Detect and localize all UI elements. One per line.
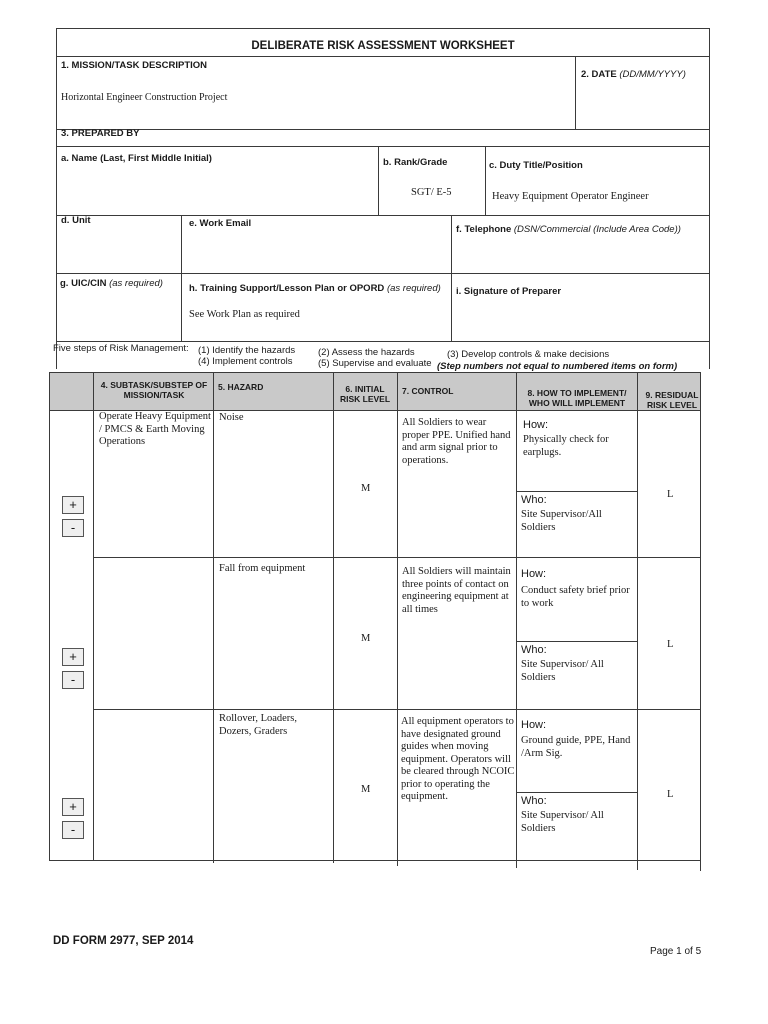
how-who-sep-3 [516, 792, 637, 793]
uic-label: g. UIC/CIN (as required) [60, 278, 163, 289]
col-header-control: 7. CONTROL [402, 386, 454, 396]
rule-under-unit [56, 273, 710, 274]
col-header-initial-risk: 6. INITIAL RISK LEVEL [339, 384, 391, 404]
form-border-left [56, 28, 57, 369]
row-1-how[interactable]: Physically check for earplugs. [523, 434, 609, 458]
name-label: a. Name (Last, First Middle Initial) [61, 153, 212, 164]
col-sep-6 [637, 372, 638, 870]
col-header-hazard: 5. HAZARD [218, 382, 264, 392]
step-4: (4) Implement controls [198, 356, 293, 367]
row-2-who-label: Who: [521, 644, 547, 656]
step-5: (5) Supervise and evaluate [318, 358, 432, 369]
training-label: h. Training Support/Lesson Plan or OPORD (as required) [189, 283, 441, 294]
rank-label: b. Rank/Grade [383, 157, 448, 168]
col-header-how-implement: 8. HOW TO IMPLEMENT/ WHO WILL IMPLEMENT [527, 388, 627, 408]
col-sep-2 [213, 372, 214, 863]
rule-under-prepared [56, 146, 710, 147]
row-3-who[interactable]: Site Supervisor/ All Soldiers [521, 810, 604, 834]
step-3: (3) Develop controls & make decisions [447, 349, 610, 360]
rank-value[interactable]: SGT/ E-5 [411, 187, 452, 198]
training-value[interactable]: See Work Plan as required [189, 309, 300, 320]
form-border-right [709, 28, 710, 369]
row-1-who-label: Who: [521, 494, 547, 506]
row-3-residual-risk[interactable]: L [667, 789, 674, 800]
prepared-by-label: 3. PREPARED BY [61, 128, 140, 139]
rule-unit-divider [181, 215, 182, 342]
duty-label: c. Duty Title/Position [489, 160, 583, 171]
remove-row-button[interactable]: - [62, 671, 84, 689]
add-row-button[interactable]: + [62, 798, 84, 816]
how-who-sep-1 [516, 491, 637, 492]
col-header-residual-risk: 9. RESIDUAL RISK LEVEL [645, 390, 699, 410]
steps-intro: Five steps of Risk Management: [53, 343, 189, 354]
rule-under-name [56, 215, 710, 216]
row-1-how-label: How: [523, 419, 549, 431]
row-3-who-label: Who: [521, 795, 547, 807]
row-sep-2 [93, 709, 701, 710]
rule-under-title [56, 56, 710, 57]
row-3-control[interactable]: All equipment operators to have designated ground guides when moving equipment. Operators will be cleared through NCOIC prior to operating the equipment. [401, 716, 515, 802]
date-label: 2. DATE (DD/MM/YYYY) [581, 69, 686, 80]
row-3-initial-risk[interactable]: M [361, 784, 371, 795]
add-row-button[interactable]: + [62, 648, 84, 666]
rule-date-divider [575, 56, 576, 129]
rule-under-mission [56, 129, 710, 130]
row-2-how-label: How: [521, 568, 547, 580]
table-right [700, 372, 701, 871]
page-number: Page 1 of 5 [650, 946, 702, 957]
rule-tel-divider [451, 215, 452, 342]
row-2-initial-risk[interactable]: M [361, 633, 371, 644]
rule-duty-divider [485, 146, 486, 215]
step-2: (2) Assess the hazards [318, 347, 415, 358]
col-sep-4 [397, 372, 398, 866]
table-bottom [49, 860, 701, 861]
row-1-control[interactable]: All Soldiers to wear proper PPE. Unified hand and arm signal prior to operations. [402, 417, 511, 466]
col-sep-1 [93, 372, 94, 860]
col-sep-3 [333, 372, 334, 863]
row-2-how[interactable]: Conduct safety brief prior to work [521, 585, 630, 609]
how-who-sep-2 [516, 641, 637, 642]
row-sep-1 [93, 557, 701, 558]
add-row-button[interactable]: + [62, 496, 84, 514]
row-2-residual-risk[interactable]: L [667, 639, 674, 650]
row-1-residual-risk[interactable]: L [667, 489, 674, 500]
table-left [49, 372, 50, 860]
email-label: e. Work Email [189, 218, 252, 229]
row-3-how[interactable]: Ground guide, PPE, Hand /Arm Sig. [521, 735, 631, 759]
table-top [49, 372, 701, 373]
form-title: DELIBERATE RISK ASSESSMENT WORKSHEET [251, 40, 515, 52]
rule-under-uic [56, 341, 710, 342]
telephone-label: f. Telephone (DSN/Commercial (Include Area Code)) [456, 224, 681, 235]
step-1: (1) Identify the hazards [198, 345, 296, 356]
row-1-who[interactable]: Site Supervisor/All Soldiers [521, 509, 602, 533]
row-3-how-label: How: [521, 719, 547, 731]
row-2-hazard[interactable]: Fall from equipment [219, 563, 306, 574]
row-2-who[interactable]: Site Supervisor/ All Soldiers [521, 659, 604, 683]
steps-note: (Step numbers not equal to numbered items on form) [437, 361, 678, 372]
signature-label: i. Signature of Preparer [456, 286, 562, 297]
col-sep-5 [516, 372, 517, 868]
row-2-control[interactable]: All Soldiers will maintain three points of contact on engineering equipment at all times [402, 566, 511, 615]
col-header-subtask: 4. SUBTASK/SUBSTEP OF MISSION/TASK [100, 380, 208, 400]
mission-label: 1. MISSION/TASK DESCRIPTION [61, 60, 208, 71]
remove-row-button[interactable]: - [62, 519, 84, 537]
mission-value[interactable]: Horizontal Engineer Construction Project [61, 92, 228, 103]
remove-row-button[interactable]: - [62, 821, 84, 839]
row-1-hazard[interactable]: Noise [219, 412, 244, 423]
row-1-initial-risk[interactable]: M [361, 483, 371, 494]
rule-rank-divider [378, 146, 379, 215]
form-border-top [56, 28, 710, 29]
row-3-hazard[interactable]: Rollover, Loaders, Dozers, Graders [219, 713, 298, 737]
row-1-subtask[interactable]: Operate Heavy Equipment / PMCS & Earth Moving Operations [99, 411, 211, 447]
unit-label: d. Unit [61, 215, 91, 226]
duty-value[interactable]: Heavy Equipment Operator Engineer [492, 191, 649, 202]
form-number: DD FORM 2977, SEP 2014 [53, 935, 194, 947]
